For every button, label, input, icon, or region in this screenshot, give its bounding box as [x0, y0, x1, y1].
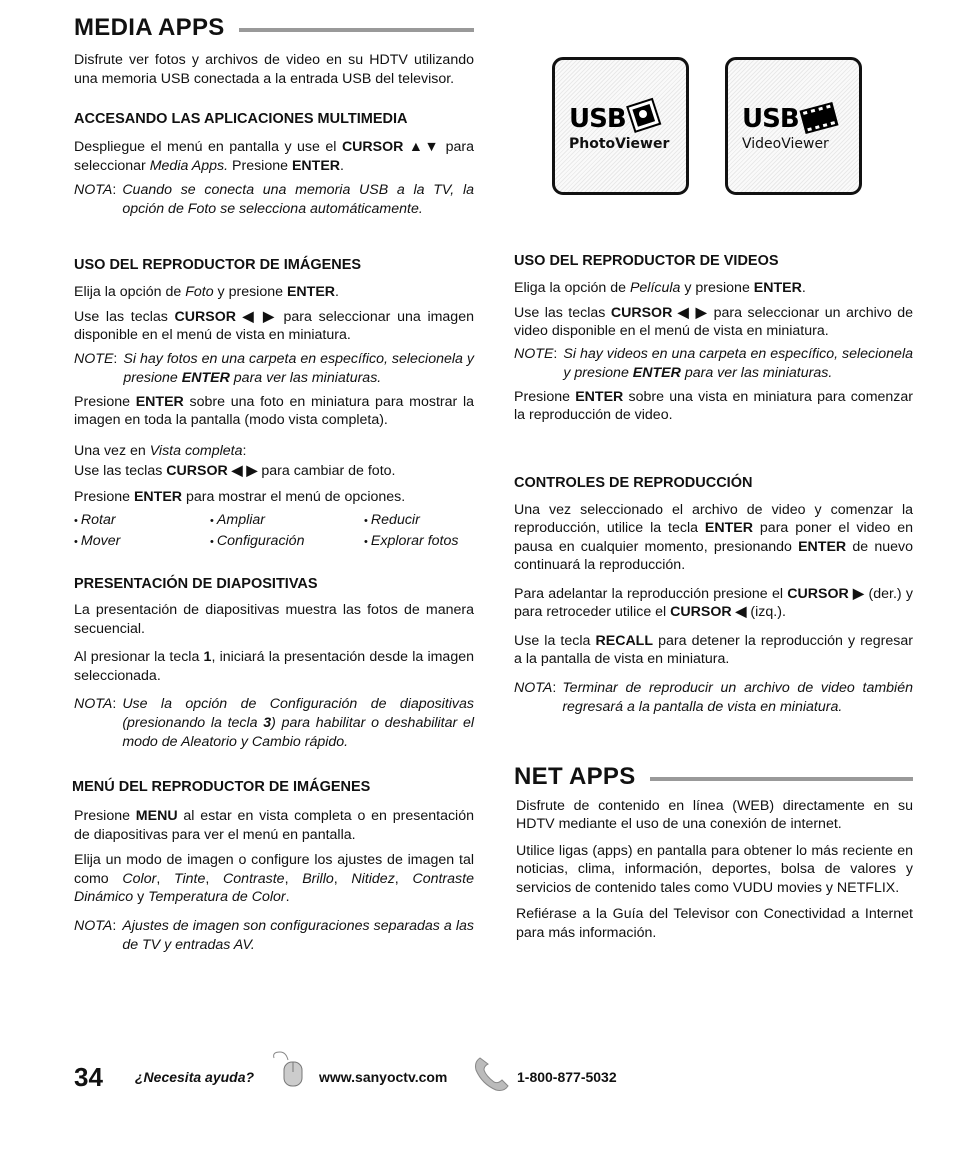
image-player-heading: USO DEL REPRODUCTOR DE IMÁGENES [74, 257, 362, 273]
title-rule [650, 777, 913, 781]
image-player-p4: Una vez en Vista completa: [74, 442, 247, 459]
access-note: NOTA: Cuando se conecta una memoria USB a la TV, la opción de Foto se selecciona automáticamente. [74, 182, 474, 217]
playback-p2: Para adelantar la reproducción presione el CURSOR ▶ (der.) y para retroceder utilice el CURSOR ◀ (izq.). [514, 585, 913, 620]
media-apps-intro: Disfrute ver fotos y archivos de video en su HDTV utilizando una memoria USB conectada a la entrada USB del televisor. [74, 52, 474, 87]
help-text: ¿Necesita ayuda? [135, 1069, 255, 1085]
image-player-p3: Presione ENTER sobre una foto en miniatura para mostrar la imagen en toda la pantalla (modo vista completa). [74, 393, 475, 428]
title-rule [239, 28, 474, 32]
image-menu-heading: MENÚ DEL REPRODUCTOR DE IMÁGENES [72, 779, 371, 795]
video-player-heading: USO DEL REPRODUCTOR DE VIDEOS [514, 253, 779, 269]
slideshow-note: NOTA: Use la opción de Configuración de diapositivas (presionando la tecla 3) para habilitar o deshabilitar el modo de Aleatorio y Cambio rápido. [74, 696, 474, 750]
access-heading: ACCESANDO LAS APLICACIONES MULTIMEDIA [74, 111, 408, 127]
media-apps-title-text: MEDIA APPS [74, 14, 225, 41]
left-column [74, 14, 474, 955]
video-player-p2: Use las teclas CURSOR ◀ ▶ para seleccionar un archivo de video disponible en el menú de vista en miniatura. [514, 304, 913, 339]
option-item: • Mover [74, 531, 120, 552]
option-item: • Ampliar [210, 510, 265, 531]
playback-p1: Una vez seleccionado el archivo de video y comenzar la reproducción, utilice la tecla ENTER para poner el video en pausa en cualquier momento, presionando ENTER de nuevo continuará la reproducción. [514, 501, 913, 573]
video-player-note: NOTE: Si hay videos en una carpeta en específico, selecionela y presione ENTER para ver las miniaturas. [514, 345, 913, 381]
phone-number: 1-800-877-5032 [517, 1069, 617, 1085]
page-footer [74, 1062, 634, 1102]
playback-note: NOTA: Terminar de reproducir un archivo de video también regresará a la pantalla de vista en miniatura. [514, 679, 913, 715]
net-apps-p1: Disfrute de contenido en línea (WEB) directamente en su HDTV mediante el uso de una conexión de internet. [516, 797, 913, 832]
image-player-p1: Elija la opción de Foto y presione ENTER. [74, 284, 339, 300]
usb-videoviewer-logo: USB VideoViewer [725, 57, 862, 195]
page-number: 34 [74, 1062, 103, 1092]
net-apps-p2: Utilice ligas (apps) en pantalla para obtener lo más reciente en noticias, clima, información, deportes, bolsa de valores y servicios de contenido tales como VUDU movies y NETFLIX. [516, 842, 913, 896]
website-text: www.sanyoctv.com [319, 1069, 448, 1085]
video-player-p1: Eliga la opción de Película y presione ENTER. [514, 280, 806, 296]
image-player-p6: Presione ENTER para mostrar el menú de opciones. [74, 488, 406, 505]
image-menu-p2: Elija un modo de imagen o configure los ajustes de imagen tal como Color, Tinte, Contraste, Brillo, Nitidez, Contraste Dinámico y Temperatura de Color. [74, 852, 474, 905]
playback-heading: CONTROLES DE REPRODUCCIÓN [514, 474, 753, 491]
option-item: • Rotar [74, 510, 116, 531]
access-paragraph: Despliegue el menú en pantalla y use el CURSOR ▲▼ para seleccionar Media Apps. Presione ENTER. [74, 139, 474, 174]
image-player-p5: Use las teclas CURSOR ◀ ▶ para cambiar de foto. [74, 463, 396, 479]
net-apps-p3: Refiérase a la Guía del Televisor con Conectividad a Internet para más información. [516, 906, 913, 941]
slideshow-p1: La presentación de diapositivas muestra las fotos de manera secuencial. [74, 602, 474, 637]
media-apps-title [74, 14, 474, 42]
video-player-p3: Presione ENTER sobre una vista en miniatura para comenzar la reproducción de video. [514, 388, 913, 423]
phone-icon [472, 1054, 512, 1094]
options-list [74, 510, 474, 552]
image-player-p2: Use las teclas CURSOR ◀ ▶ para seleccionar una imagen disponible en el menú de vista en miniatura. [74, 308, 474, 343]
right-column [514, 253, 913, 942]
option-item: • Reducir [364, 510, 420, 531]
image-player-note: NOTE: Si hay fotos en una carpeta en específico, selecionela y presione ENTER para ver las miniaturas. [74, 350, 474, 386]
photo-stack-icon [625, 96, 665, 136]
playback-p3: Use la tecla RECALL para detener la reproducción y regresar a la pantalla de vista en miniatura. [514, 632, 913, 667]
slideshow-heading: PRESENTACIÓN DE DIAPOSITIVAS [74, 576, 318, 592]
option-item: • Explorar fotos [364, 531, 458, 552]
image-menu-note: NOTA: Ajustes de imagen son configuraciones separadas a las de TV y entradas AV. [74, 917, 474, 953]
mouse-icon [270, 1050, 304, 1088]
image-menu-p1: Presione MENU al estar en vista completa o en presentación de diapositivas para ver el menú en pantalla. [74, 808, 474, 843]
slideshow-p2: Al presionar la tecla 1, iniciará la presentación desde la imagen seleccionada. [74, 649, 474, 684]
net-apps-title-text: NET APPS [514, 762, 636, 790]
film-strip-icon [798, 98, 840, 138]
usb-photoviewer-logo: USB PhotoViewer [552, 57, 689, 195]
option-item: • Configuración [210, 531, 304, 552]
net-apps-title [514, 763, 913, 791]
